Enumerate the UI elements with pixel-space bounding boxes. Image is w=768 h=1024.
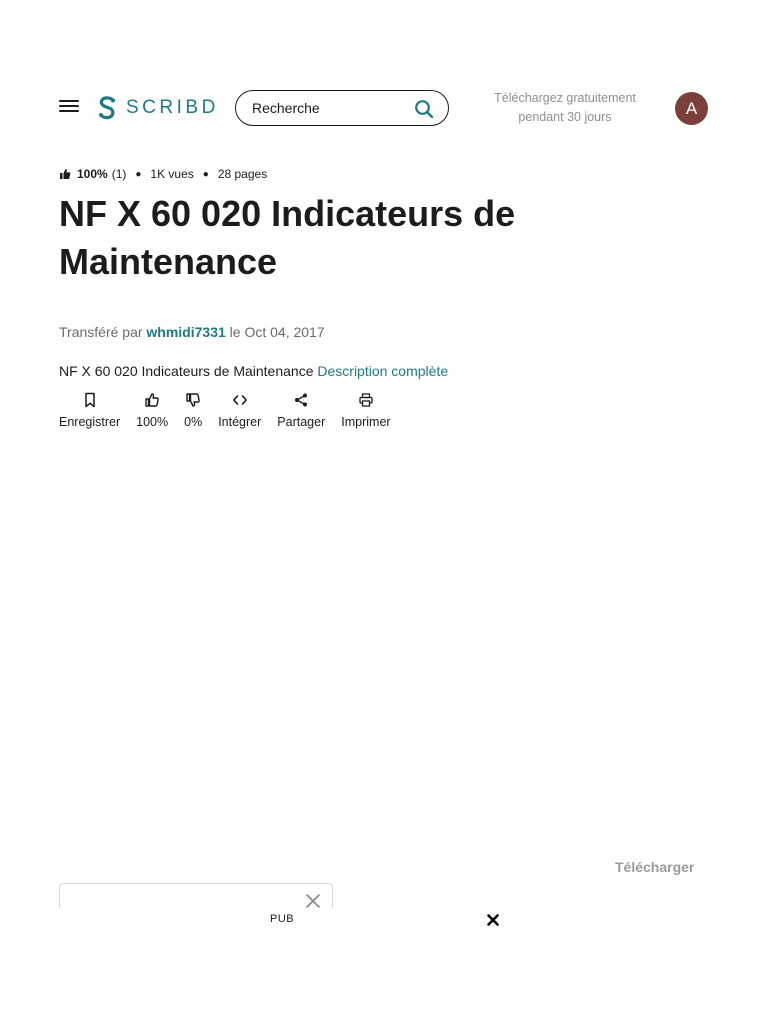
logo-text: SCRIBD bbox=[126, 97, 219, 118]
upload-date: le Oct 04, 2017 bbox=[229, 324, 325, 340]
document-title: NF X 60 020 Indicateurs de Maintenance bbox=[59, 193, 516, 282]
share-button[interactable] bbox=[277, 392, 325, 429]
like-button[interactable] bbox=[136, 392, 168, 429]
ad-label: PUB bbox=[270, 913, 295, 925]
ad-close-icon[interactable] bbox=[305, 893, 321, 909]
download-button[interactable]: Télécharger bbox=[615, 859, 695, 875]
thumbs-up-icon bbox=[59, 168, 71, 180]
full-description-link[interactable]: Description complète bbox=[317, 363, 449, 379]
uploader-link[interactable]: whmidi7331 bbox=[146, 324, 226, 340]
embed-code-icon bbox=[232, 392, 248, 408]
uploaded-prefix: Transféré par bbox=[59, 324, 143, 340]
thumbs-up-icon bbox=[144, 392, 160, 408]
save-label: Enregistrer bbox=[59, 415, 121, 429]
separator-dot: ● bbox=[202, 168, 209, 180]
share-icon bbox=[293, 392, 309, 408]
separator-dot: ● bbox=[135, 168, 142, 180]
scribd-logo[interactable] bbox=[96, 95, 219, 121]
search-input[interactable] bbox=[252, 100, 402, 116]
rating-count: (1) bbox=[111, 167, 127, 181]
trial-line-1: Téléchargez gratuitement bbox=[494, 91, 636, 105]
free-trial-link[interactable] bbox=[482, 89, 648, 127]
search-box bbox=[235, 90, 449, 126]
action-bar bbox=[59, 392, 407, 429]
print-label: Imprimer bbox=[341, 415, 391, 429]
user-avatar[interactable]: A bbox=[675, 92, 708, 125]
document-meta bbox=[59, 167, 267, 181]
top-header bbox=[0, 0, 768, 150]
close-icon[interactable] bbox=[486, 913, 500, 927]
search-icon[interactable] bbox=[414, 99, 434, 119]
description-text: NF X 60 020 Indicateurs de Maintenance bbox=[59, 363, 314, 379]
hamburger-menu-icon[interactable] bbox=[59, 100, 79, 116]
upload-info bbox=[59, 324, 325, 340]
bottom-ad-bar bbox=[0, 908, 768, 1024]
rating-percent: 100% bbox=[77, 167, 108, 181]
dislike-button[interactable] bbox=[184, 392, 202, 429]
embed-label: Intégrer bbox=[218, 415, 262, 429]
bookmark-icon bbox=[82, 392, 98, 408]
save-button[interactable] bbox=[59, 392, 120, 429]
view-count: 1K vues bbox=[150, 167, 194, 181]
share-label: Partager bbox=[277, 415, 326, 429]
print-icon bbox=[358, 392, 374, 408]
print-button[interactable] bbox=[341, 392, 390, 429]
dislike-percent: 0% bbox=[184, 415, 203, 429]
like-percent: 100% bbox=[136, 415, 169, 429]
scribd-logo-icon bbox=[96, 95, 118, 121]
document-description bbox=[59, 363, 448, 379]
trial-line-2: pendant 30 jours bbox=[518, 110, 612, 124]
page-count: 28 pages bbox=[217, 167, 268, 181]
thumbs-down-icon bbox=[185, 392, 201, 408]
embed-button[interactable] bbox=[218, 392, 261, 429]
